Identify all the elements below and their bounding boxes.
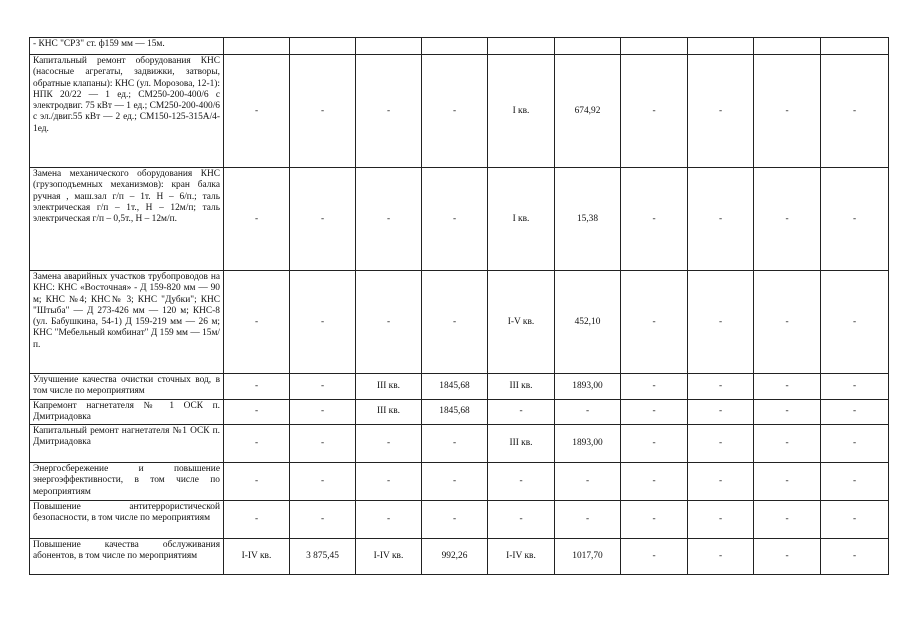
table-cell: - bbox=[422, 463, 488, 501]
row-description: Повышение антитеррористической безопасности, в том числе по мероприятиям bbox=[30, 501, 224, 539]
table-cell: - bbox=[488, 501, 555, 539]
table-cell: - bbox=[555, 501, 621, 539]
table-cell: - bbox=[290, 168, 356, 271]
plan-table bbox=[29, 37, 889, 575]
table-cell: - bbox=[754, 168, 821, 271]
table-cell bbox=[821, 38, 889, 55]
table-cell: - bbox=[621, 374, 688, 400]
table-cell: - bbox=[754, 425, 821, 463]
table-cell: - bbox=[688, 399, 754, 425]
row-description: Капремонт нагнетателя № 1 ОСК п. Дмитриадовка bbox=[30, 399, 224, 425]
table-cell: - bbox=[555, 463, 621, 501]
table-cell: I кв. bbox=[488, 168, 555, 271]
table-cell bbox=[422, 38, 488, 55]
table-cell: I-IV кв. bbox=[224, 539, 290, 575]
table-cell: - bbox=[290, 463, 356, 501]
table-cell: 1845,68 bbox=[422, 399, 488, 425]
table-cell: III кв. bbox=[488, 425, 555, 463]
table-cell: - bbox=[688, 55, 754, 168]
table-cell: - bbox=[290, 271, 356, 374]
table-cell: 452,10 bbox=[555, 271, 621, 374]
table-cell: - bbox=[290, 425, 356, 463]
table-row bbox=[30, 463, 889, 501]
table-cell: - bbox=[754, 539, 821, 575]
table-cell bbox=[290, 38, 356, 55]
table-row bbox=[30, 539, 889, 575]
table-cell: - bbox=[688, 501, 754, 539]
table-cell: - bbox=[754, 463, 821, 501]
table-cell: - bbox=[688, 463, 754, 501]
table-cell: - bbox=[821, 539, 889, 575]
table-cell: - bbox=[621, 168, 688, 271]
table-cell: - bbox=[422, 425, 488, 463]
table-row bbox=[30, 425, 889, 463]
table-cell: - bbox=[688, 539, 754, 575]
table-cell: - bbox=[821, 168, 889, 271]
table-row bbox=[30, 55, 889, 168]
table-cell: - bbox=[422, 271, 488, 374]
table-cell: III кв. bbox=[356, 374, 422, 400]
table-cell bbox=[356, 38, 422, 55]
table-cell: - bbox=[821, 425, 889, 463]
table-cell: - bbox=[821, 399, 889, 425]
table-row bbox=[30, 168, 889, 271]
table-cell: 1893,00 bbox=[555, 374, 621, 400]
table-cell: - bbox=[621, 425, 688, 463]
table-cell: - bbox=[821, 55, 889, 168]
table-cell: - bbox=[488, 399, 555, 425]
table-cell: 992,26 bbox=[422, 539, 488, 575]
table-row bbox=[30, 399, 889, 425]
table-cell: - bbox=[356, 168, 422, 271]
table-cell: - bbox=[356, 55, 422, 168]
row-description: - КНС "СРЗ" ст. ф159 мм — 15м. bbox=[30, 38, 224, 55]
table-cell: - bbox=[422, 501, 488, 539]
table-cell: - bbox=[224, 425, 290, 463]
table-cell: - bbox=[555, 399, 621, 425]
row-description: Капитальный ремонт нагнетателя №1 ОСК п. Дмитриадовка bbox=[30, 425, 224, 463]
row-description: Замена механического оборудования КНС (грузоподъемных механизмов): кран балка ручная , маш.зал г/п – 1т. Н – 6/п.; таль электрическая г/п – 1т., Н – 12м/п; таль электрическая г/п – 0,5т., Н – 12м/п. bbox=[30, 168, 224, 271]
table-cell: - bbox=[290, 399, 356, 425]
table-cell: - bbox=[356, 501, 422, 539]
table-cell: 1893,00 bbox=[555, 425, 621, 463]
table-cell: - bbox=[224, 168, 290, 271]
table-cell: - bbox=[356, 463, 422, 501]
table-cell: - bbox=[290, 55, 356, 168]
table-cell: - bbox=[754, 55, 821, 168]
table-cell: - bbox=[621, 501, 688, 539]
table-cell: - bbox=[754, 374, 821, 400]
table-cell: - bbox=[821, 374, 889, 400]
table-cell: - bbox=[754, 399, 821, 425]
table-row bbox=[30, 374, 889, 400]
table-cell: - bbox=[290, 501, 356, 539]
table-cell: - bbox=[688, 271, 754, 374]
table-cell: - bbox=[224, 501, 290, 539]
table-cell: - bbox=[621, 539, 688, 575]
table-row bbox=[30, 271, 889, 374]
table-cell: 1017,70 bbox=[555, 539, 621, 575]
table-cell: III кв. bbox=[488, 374, 555, 400]
table-cell bbox=[621, 38, 688, 55]
table-cell: - bbox=[356, 425, 422, 463]
table-cell bbox=[224, 38, 290, 55]
table-cell: - bbox=[290, 374, 356, 400]
table-cell: I-V кв. bbox=[488, 271, 555, 374]
row-description: Капитальный ремонт оборудования КНС (насосные агрегаты, задвижки, затворы, обратные клапаны): КНС (ул. Морозова, 12-1): НПК 20/22 — 1 ед.; СМ250-200-400/6 с электродвиг. 75 кВт — 1 ед.; СМ250-200-400/6 с эл./двиг.55 кВт — 2 ед.; СМ150-125-315А/4-1ед. bbox=[30, 55, 224, 168]
table-cell: - bbox=[754, 501, 821, 539]
table-cell: - bbox=[621, 271, 688, 374]
table-cell: - bbox=[224, 374, 290, 400]
table-cell: I-IV кв. bbox=[356, 539, 422, 575]
table-cell: 15,38 bbox=[555, 168, 621, 271]
table-cell: - bbox=[224, 463, 290, 501]
table-cell: - bbox=[621, 399, 688, 425]
table-row bbox=[30, 38, 889, 55]
table-cell: - bbox=[688, 374, 754, 400]
table-cell: - bbox=[754, 271, 821, 374]
table-cell: - bbox=[621, 463, 688, 501]
table-cell: - bbox=[488, 463, 555, 501]
table-cell: I кв. bbox=[488, 55, 555, 168]
table-cell: - bbox=[688, 168, 754, 271]
table-cell: 3 875,45 bbox=[290, 539, 356, 575]
table-cell: - bbox=[422, 55, 488, 168]
table-cell: - bbox=[688, 425, 754, 463]
table-cell: - bbox=[821, 463, 889, 501]
table-cell: - bbox=[224, 271, 290, 374]
table-cell: - bbox=[821, 271, 889, 374]
table-cell bbox=[488, 38, 555, 55]
row-description: Улучшение качества очистки сточных вод, в том числе по мероприятиям bbox=[30, 374, 224, 400]
table-cell bbox=[555, 38, 621, 55]
table-row bbox=[30, 501, 889, 539]
row-description: Замена аварийных участков трубопроводов на КНС: КНС «Восточная» - Д 159-820 мм — 90 м; КНС №4; КНС№ 3; КНС "Дубки"; КНС "Штыба" — Д 273-426 мм — 120 м; КНС-8 (ул. Бабушкина, 54-1) Д 159-219 мм — 26 м; КНС "Мебельный комбинат" Д 159 мм — 15м/п. bbox=[30, 271, 224, 374]
table-cell: - bbox=[224, 55, 290, 168]
table-cell: - bbox=[422, 168, 488, 271]
table-cell: - bbox=[621, 55, 688, 168]
table-cell: 1845,68 bbox=[422, 374, 488, 400]
table-cell: I-IV кв. bbox=[488, 539, 555, 575]
table-cell bbox=[754, 38, 821, 55]
table-cell: - bbox=[224, 399, 290, 425]
row-description: Повышение качества обслуживания абонентов, в том числе по мероприятиям bbox=[30, 539, 224, 575]
table-cell: 674,92 bbox=[555, 55, 621, 168]
table-cell bbox=[688, 38, 754, 55]
table-cell: III кв. bbox=[356, 399, 422, 425]
table-cell: - bbox=[356, 271, 422, 374]
row-description: Энергосбережение и повышение энергоэффективности, в том числе по мероприятиям bbox=[30, 463, 224, 501]
table-cell: - bbox=[821, 501, 889, 539]
